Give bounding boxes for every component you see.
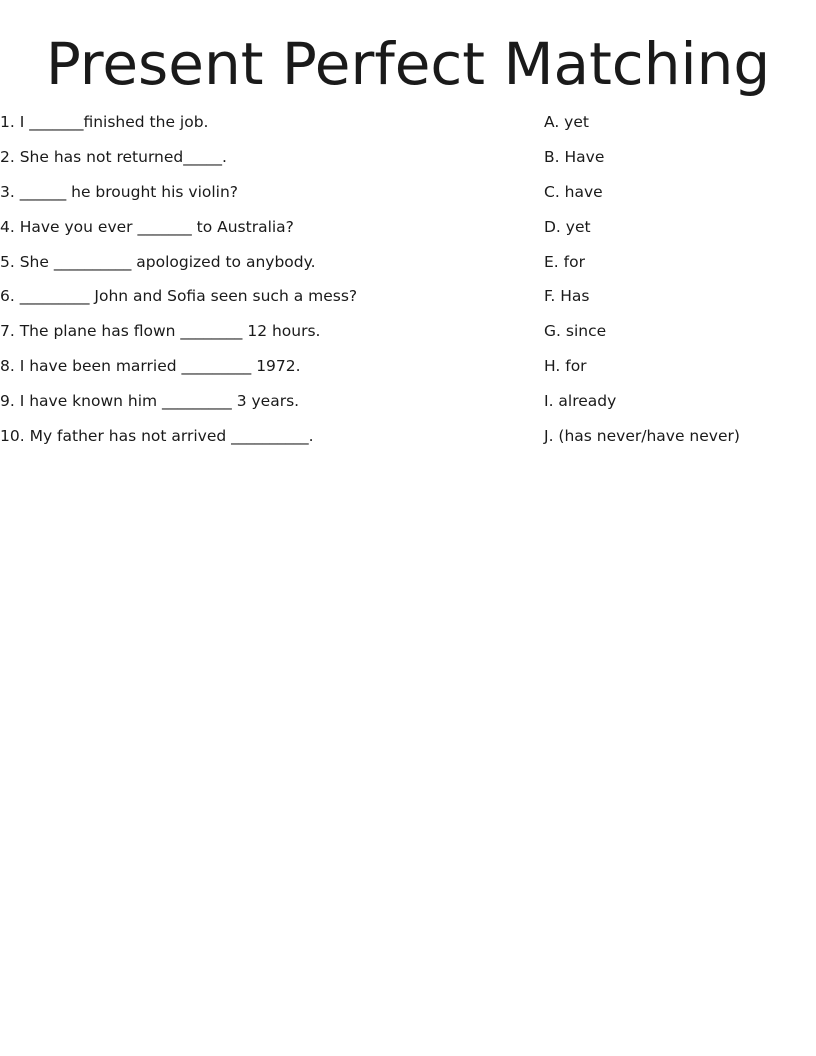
answer-item: A. yet <box>544 113 589 131</box>
question-item: 10. My father has not arrived __________. <box>0 427 314 446</box>
question-item: 2. She has not returned_____. <box>0 147 227 166</box>
answer-item: J. (has never/have never) <box>544 427 740 446</box>
answer-item: I. already <box>544 392 617 411</box>
answer-item: H. for <box>544 357 587 376</box>
question-item: 4. Have you ever _______ to Australia? <box>0 217 294 236</box>
answer-list <box>544 112 814 461</box>
answer-item: E. for <box>544 252 585 271</box>
question-list <box>0 112 520 461</box>
question-item: 8. I have been married _________ 1972. <box>0 357 301 376</box>
question-item: 5. She __________ apologized to anybody. <box>0 252 316 271</box>
answer-item: C. have <box>544 182 603 201</box>
answer-item: F. Has <box>544 287 590 306</box>
question-item: 6. _________ John and Sofia seen such a mess? <box>0 287 358 306</box>
page-title: Present Perfect Matching <box>45 30 771 98</box>
answer-item: D. yet <box>544 217 591 236</box>
answer-item: B. Have <box>544 147 605 166</box>
question-item: 7. The plane has flown ________ 12 hours. <box>0 322 321 341</box>
question-item: 1. I _______finished the job. <box>0 113 209 131</box>
question-item: 9. I have known him _________ 3 years. <box>0 392 300 411</box>
question-item: 3. ______ he brought his violin? <box>0 182 239 201</box>
answer-item: G. since <box>544 322 607 341</box>
